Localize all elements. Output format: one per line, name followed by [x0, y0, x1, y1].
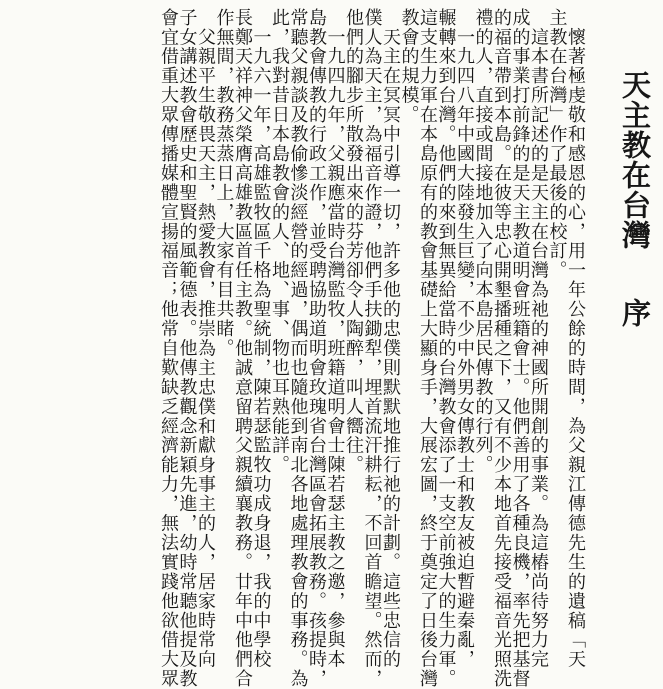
text-column: 島教會傳教的行政工作，並受聘協助道明會玫瑰省台灣區會拓展教務。孩提時，: [306, 8, 327, 689]
text-column: 天主在冥冥中引導一切，許多他的忠僕則默默地推行祂的計劃。這些忠信的: [380, 8, 401, 670]
text-column: 教會的規模。: [398, 8, 420, 125]
text-column: 長鄭天祥神父榮膺高雄教區首任主教。他誠意留聘父親續襄教務。廿年中他們合: [232, 8, 253, 689]
text-column: 的福音帶到本島。在彼等忠心開墾播種之下，又有不少本地首先接受福音光照洗: [491, 8, 512, 689]
text-column: 作無間，教務蒸蒸日上，大家有目共睹。: [213, 8, 235, 359]
section-label: 序: [618, 298, 652, 327]
text-column: 子女講述教會歷史和聖賢的風範德表。他傳教觀念新穎先進，幼時常聽他提及教: [176, 8, 198, 689]
text-column: 常聽父親談及教偷慘淡經營的經過，偶而也隨他到南北各地處理教會的事務。為: [287, 8, 309, 689]
preface-text: [158, 8, 586, 689]
text-column: 他們的腳步所散發出來的芬芳卻令人陶醉，叫人嚮往。: [343, 8, 364, 475]
page-title: 天主教在台灣: [618, 70, 652, 250]
text-column: 一九六一年，高雄監牧區千格為聖統制，陳若瑟監牧功成身退，我的中學校: [250, 8, 272, 670]
text-column: 輾轉來到台灣。他們的來到無異給當時的台灣教會添了一支空前強大的生力軍。: [435, 8, 457, 689]
text-column: 一九四九年，父親應當時台灣監牧，班籍道明會士陳若瑟主教之邀，參與本: [324, 8, 346, 670]
text-column: 成的事業打前鋒的是天主教道明會班籍會士。他們善用了各種良機，率先把基督: [509, 8, 531, 689]
text-column: 會宜借重大眾傳播媒體宣揚福音；他常自歎缺乏經濟能力，無法實踐他欲借大眾: [158, 8, 179, 689]
text-column: 一九四八年中國大陸發生巨變，不少中外男女傳教士和教友被迫暫避秦亂，: [454, 8, 475, 670]
text-column: 這本書所記述的是天主在台灣為祂的神國所開創的事業。為這樁尚待努力完: [528, 8, 549, 670]
text-column: 父親平生敬畏天主，熱愛教會，推崇為主忠僕和獻身事主的人，居家時常向: [195, 8, 216, 670]
text-column: 主教在台灣」作了最後的校訂。: [546, 8, 568, 281]
text-column: 僕人為天主，為福音作證，他們手扶鋤犁，埋首流汗耕耘，不回首瞻望。然而，: [361, 8, 383, 689]
text-column: 禮的人，直接或間接地加入了向本島居民傳教的行列。: [472, 8, 494, 475]
text-column: 這支生力軍在本島原有的教會基礎上大顯身手，大展宏圖，終于奠定了日後台灣: [417, 8, 438, 689]
text-column: 此，我對昔日本島教會的人、地、事、物也耳熟能詳。: [269, 8, 290, 475]
text-column: 懷著極虔敬和感恩的心，用一年公餘的時間，為父親江傳德先生的遺稿「天: [565, 8, 586, 670]
